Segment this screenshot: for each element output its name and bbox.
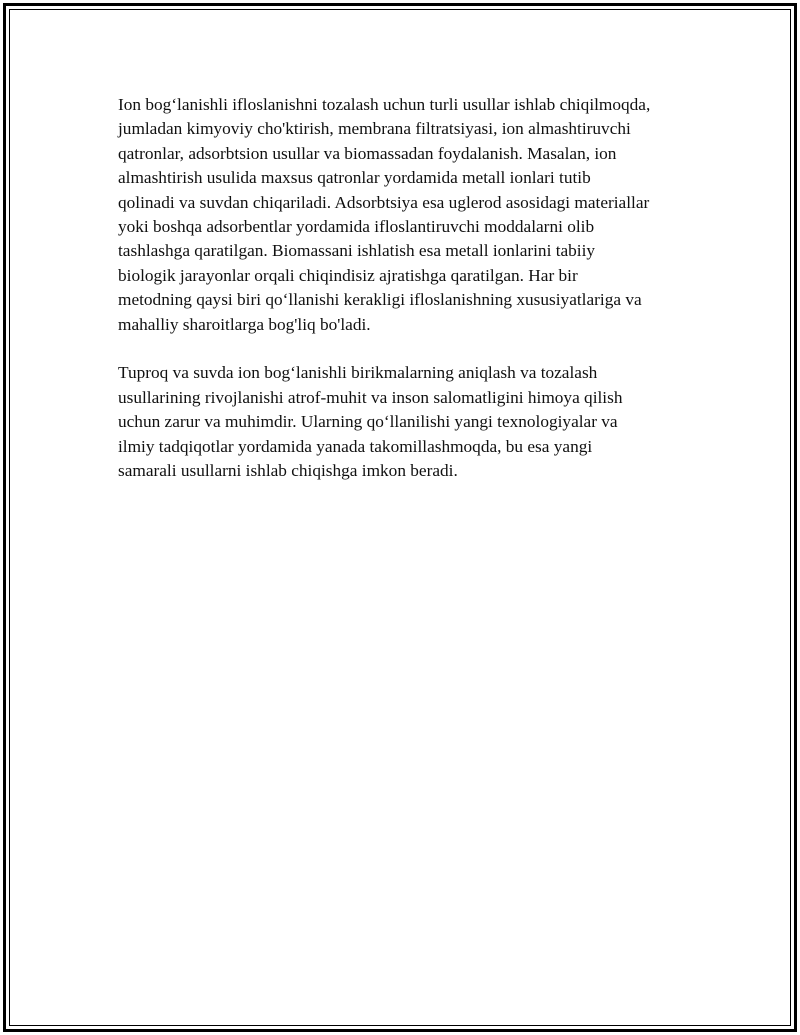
document-body bbox=[118, 93, 698, 508]
paragraph-1: Ion bog‘lanishli ifloslanishni tozalash uchun turli usullar ishlab chiqilmoqda, jumladan kimyoviy cho'ktirish, membrana filtratsiyasi, ion almashtiruvchi qatronlar, adsorbtsion usullar va biomassadan foydalanish. Masalan, ion almashtirish usulida maxsus qatronlar yordamida metall ionlari tutib qolinadi va suvdan chiqariladi. Adsorbtsiya esa uglerod asosidagi materiallar yoki boshqa adsorbentlar yordamida ifloslantiruvchi moddalarni olib tashlashga qaratilgan. Biomassani ishlatish esa metall ionlarini tabiiy biologik jarayonlar orqali chiqindisiz ajratishga qaratilgan. Har bir metodning qaysi biri qo‘llanishi kerakligi ifloslanishning xususiyatlariga va mahalliy sharoitlarga bog'liq bo'ladi. bbox=[118, 95, 651, 334]
paragraph-2: Tuproq va suvda ion bog‘lanishli birikmalarning aniqlash va tozalash usullarining rivojlanishi atrof-muhit va inson salomatligini himoya qilish uchun zarur va muhimdir. Ularning qo‘llanilishi yangi texnologiyalar va ilmiy tadqiqotlar yordamida yanada takomillashmoqda, bu esa yangi samarali usullarni ishlab chiqishga imkon beradi. bbox=[118, 363, 623, 481]
